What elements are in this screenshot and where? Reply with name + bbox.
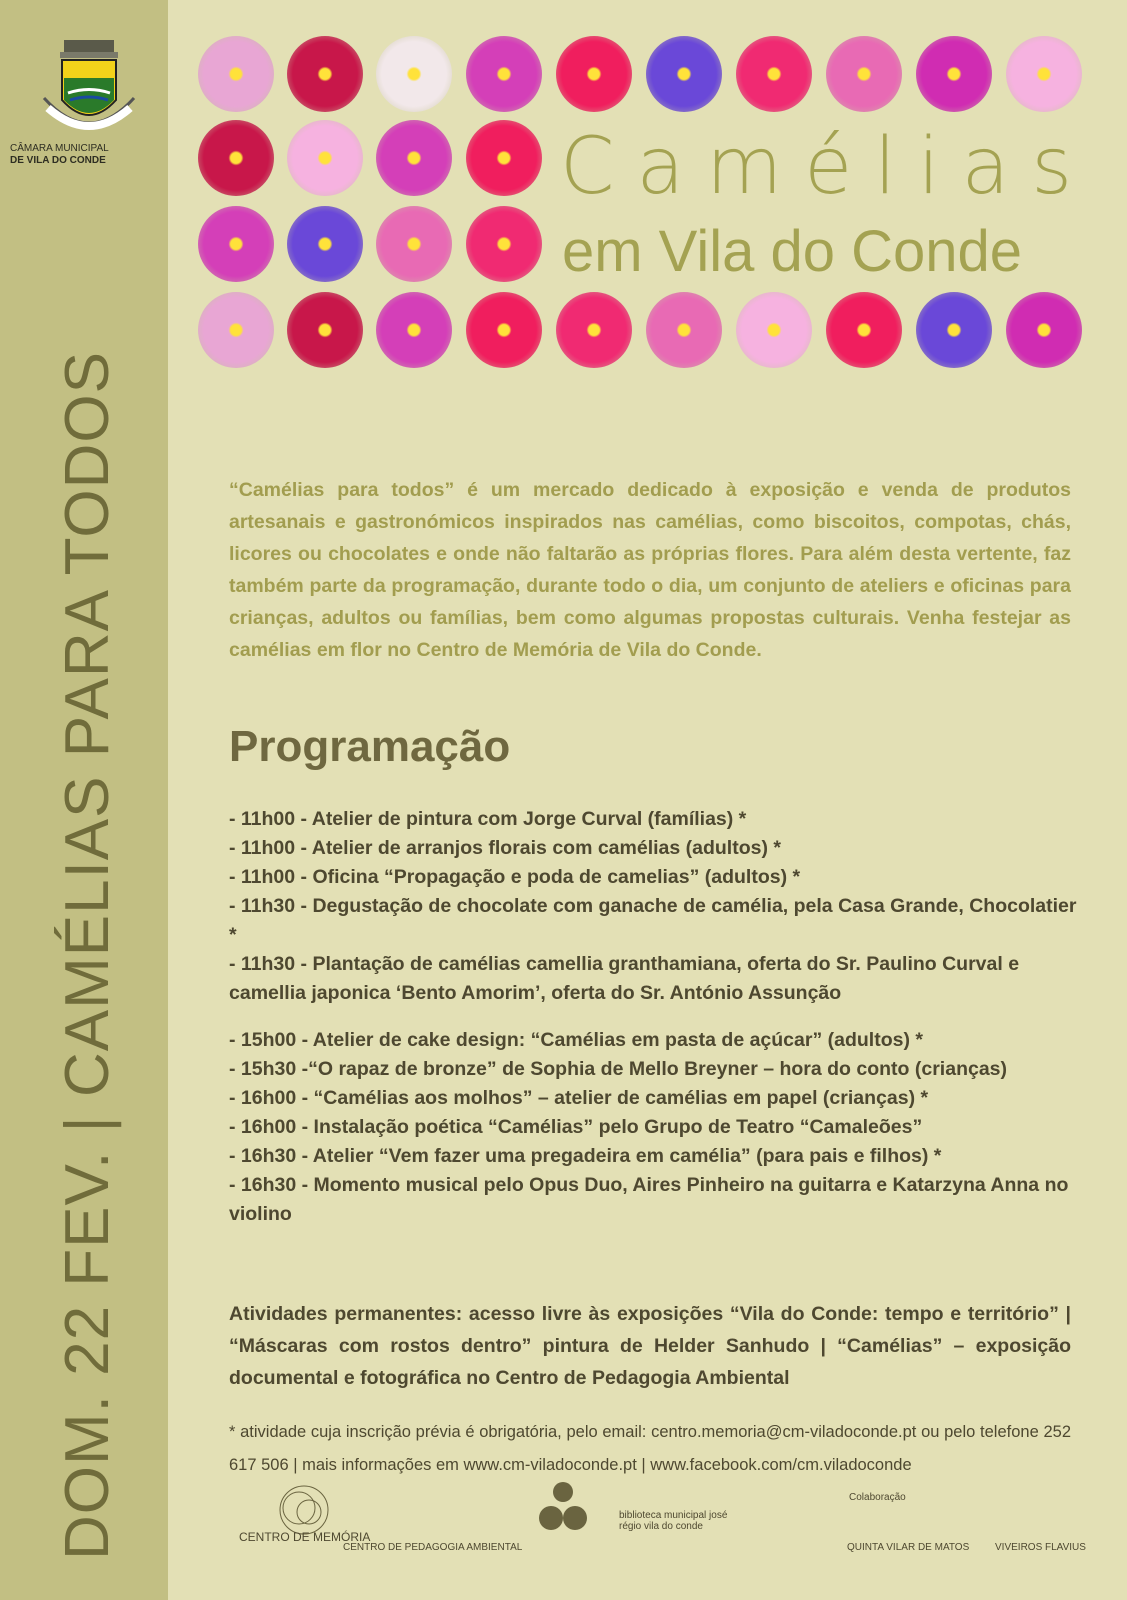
camellia-flower-icon (376, 206, 452, 282)
camellia-flower-icon (1006, 292, 1082, 368)
vertical-event-title: DOM. 22 FEV. | CAMÉLIAS PARA TODOS (53, 351, 122, 1560)
programacao-heading: Programação (229, 722, 511, 771)
camellia-flower-icon (556, 292, 632, 368)
camellia-flower-icon (287, 206, 363, 282)
municipal-name: CÂMARA MUNICIPAL DE VILA DO CONDE (10, 143, 109, 166)
camellia-flower-icon (376, 292, 452, 368)
program-item: - 16h00 - “Camélias aos molhos” – atelier de camélias em papel (crianças) * (229, 1087, 929, 1109)
camellia-flower-icon (287, 36, 363, 112)
camellia-flower-icon (198, 120, 274, 196)
title-em-vila-do-conde: em Vila do Conde (562, 219, 1023, 284)
camellia-flower-icon (376, 36, 452, 112)
camellia-flower-icon (646, 36, 722, 112)
gabinete-logo-icon (535, 1480, 591, 1536)
permanent-activities: Atividades permanentes: acesso livre às exposições “Vila do Conde: tempo e território” | “Máscaras com rostos dentro” pintura de Helder Sanhudo | “Camélias” – exposição documental e fotográfica no Centro de Pedagogia Ambiental (229, 1303, 1071, 1389)
camellia-flower-icon (466, 120, 542, 196)
camellia-flower-icon (198, 206, 274, 282)
camellia-flower-icon (376, 120, 452, 196)
camellia-flower-icon (287, 120, 363, 196)
program-item: - 16h30 - Momento musical pelo Opus Duo, Aires Pinheiro na guitarra e Katarzyna Anna no violino (229, 1174, 1069, 1225)
biblioteca-label: biblioteca municipal josé régio vila do conde (619, 1510, 728, 1532)
centro-memoria-label: CENTRO DE MEMÓRIA (239, 1530, 371, 1544)
camellia-flower-icon (198, 36, 274, 112)
camellia-flower-icon (1006, 36, 1082, 112)
camellia-flower-icon (556, 36, 632, 112)
camellia-flower-icon (736, 292, 812, 368)
title-camelias: Camélias (560, 122, 1095, 212)
program-item: - 16h00 - Instalação poética “Camélias” pelo Grupo de Teatro “Camaleões” (229, 1116, 923, 1138)
program-item: - 16h30 - Atelier “Vem fazer uma pregadeira em camélia” (para pais e filhos) * (229, 1145, 942, 1167)
camellia-flower-icon (466, 36, 542, 112)
camellia-flower-icon (916, 292, 992, 368)
intro-paragraph: “Camélias para todos” é um mercado dedicado à exposição e venda de produtos artesanais e gastronómicos inspirados nas camélias, como biscoitos, compotas, chás, licores ou chocolates e onde não faltarão as próprias flores. Para além desta vertente, faz também parte da programação, durante todo o dia, um conjunto de ateliers e oficinas para crianças, adultos ou famílias, bem como algumas propostas culturais. Venha festejar as camélias em flor no Centro de Memória de Vila do Conde. (229, 479, 1071, 661)
municipal-crest-icon (34, 38, 144, 138)
camellia-flower-icon (826, 292, 902, 368)
pedagogia-label: CENTRO DE PEDAGOGIA AMBIENTAL (343, 1542, 523, 1553)
camellia-flower-icon (916, 36, 992, 112)
camellia-flower-icon (466, 206, 542, 282)
footer-logos (229, 1480, 1086, 1580)
camellia-flower-icon (646, 292, 722, 368)
camellia-flower-icon (826, 36, 902, 112)
program-item: - 11h00 - Atelier de arranjos florais com camélias (adultos) * (229, 837, 781, 859)
program-item: - 11h00 - Oficina “Propagação e poda de camelias” (adultos) * (229, 866, 801, 888)
program-item: - 11h30 - Degustação de chocolate com ganache de camélia, pela Casa Grande, Chocolatier * (229, 895, 1077, 946)
program-item: - 15h30 -“O rapaz de bronze” de Sophia de Mello Breyner – hora do conto (crianças) (229, 1058, 1008, 1080)
program-item: - 11h00 - Atelier de pintura com Jorge Curval (famílias) * (229, 808, 747, 830)
program-item: - 15h00 - Atelier de cake design: “Camélias em pasta de açúcar” (adultos) * (229, 1029, 923, 1051)
program-item: - 11h30 - Plantação de camélias camellia granthamiana, oferta do Sr. Paulino Curval e camellia japonica ‘Bento Amorim’, oferta do Sr. António Assunção (229, 953, 1020, 1004)
colaboracao-label: Colaboração (849, 1492, 906, 1503)
quinta-label: QUINTA VILAR DE MATOS (847, 1542, 970, 1553)
camellia-flower-icon (198, 292, 274, 368)
sidebar (0, 0, 168, 1600)
camellia-flower-icon (736, 36, 812, 112)
camellia-flower-icon (466, 292, 542, 368)
program-list (229, 805, 1079, 1229)
registration-note: * atividade cuja inscrição prévia é obrigatória, pelo email: centro.memoria@cm-viladoconde.pt ou pelo telefone 252 617 506 | mais informações em www.cm-viladoconde.pt | www.facebook.com/cm.viladoconde (229, 1423, 1071, 1474)
viveiros-label: VIVEIROS FLAVIUS (995, 1542, 1086, 1553)
camellia-flower-icon (287, 292, 363, 368)
